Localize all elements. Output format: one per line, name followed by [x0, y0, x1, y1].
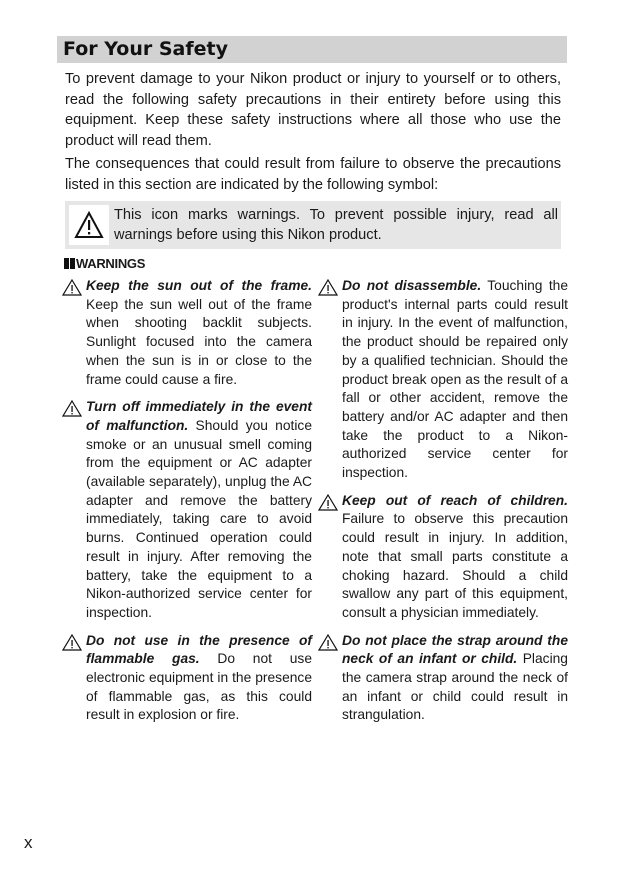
warning-triangle-icon: [318, 279, 338, 296]
warning-triangle-icon: [318, 494, 338, 511]
warning-triangle-icon: [318, 634, 338, 651]
warning-item: Do not place the strap around the neck of an infant or child. Placing the camera strap around the neck of an infant or child could result in strangulation.: [318, 632, 568, 726]
symbol-paragraph: The consequences that could result from failure to observe the precautions listed in this section are indicated by the following symbol:: [65, 156, 561, 193]
intro-paragraph: To prevent damage to your Nikon product or injury to yourself or to others, read the following safety precautions in their entirety before using this equipment. Keep these safety instructions where all those who use the product will read them.: [65, 71, 561, 149]
warning-item: Keep out of reach of children. Failure to observe this precaution could result in injury. In addition, note that small parts constitute a choking hazard. Should a child swallow any part of this equipment, consult a physician immediately.: [318, 492, 568, 623]
warning-item: Turn off immediately in the event of malfunction. Should you notice smoke or an unusual smell coming from the equipment or AC adapter (available separately), unplug the AC adapter and remove the battery immediately, taking care to avoid burns. Continued operation could result in injury. After removing the battery, take the equipment to a Nikon-authorized service center for inspection.: [62, 398, 312, 622]
warning-triangle-icon: [62, 634, 82, 651]
warning-legend-text: This icon marks warnings. To prevent possible injury, read all warnings before using this Nikon product.: [114, 207, 558, 243]
page-title: For Your Safety: [63, 38, 228, 60]
warning-legend-box: [65, 201, 561, 249]
right-column: [318, 277, 568, 734]
warning-item: Do not disassemble. Touching the product's internal parts could result in injury. In the event of malfunction, the product should be repaired only by a qualified technician. Should the product break open as the result of a fall or other accident, remove the battery and/or AC adapter and then take the product to a Nikon-authorized service center for inspection.: [318, 277, 568, 483]
warning-item: Keep the sun out of the frame. Keep the sun well out of the frame when shooting backlit subjects. Sunlight focused into the camera when the sun is in or close to the frame could cause a fire.: [62, 277, 312, 389]
warnings-heading: WARNINGS: [64, 256, 145, 271]
warning-triangle-icon: [62, 400, 82, 417]
page-number: x: [24, 833, 33, 852]
warning-triangle-icon: [69, 205, 109, 245]
warning-triangle-icon: [62, 279, 82, 296]
warning-item: Do not use in the presence of flammable gas. Do not use electronic equipment in the presence of flammable gas, as this could result in explosion or fire.: [62, 632, 312, 726]
left-column: [62, 277, 312, 734]
section-header: [57, 36, 567, 63]
